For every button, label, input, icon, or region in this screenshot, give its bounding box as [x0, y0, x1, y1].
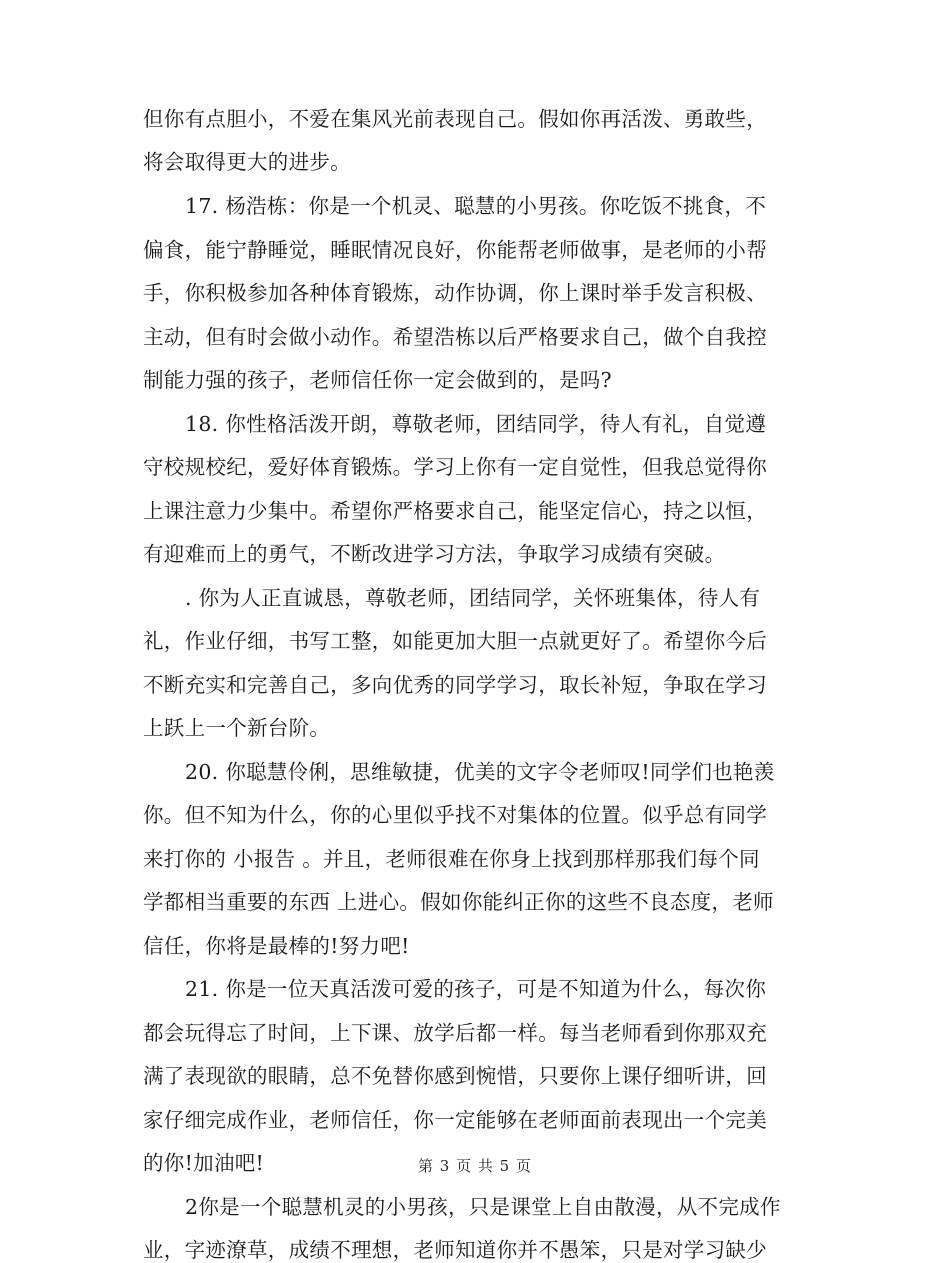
- text-line: 将会取得更大的进步。: [143, 150, 351, 174]
- text-line: . 你为人正直诚恳，尊敬老师，团结同学，关怀班集体，待人有: [185, 586, 761, 610]
- text-line: 主动，但有时会做小动作。希望浩栋以后严格要求自己，做个自我控: [143, 325, 767, 349]
- text-line: 不断充实和完善自己，多向优秀的同学学习，取长补短，争取在学习: [143, 673, 767, 697]
- text-line: 21. 你是一位天真活泼可爱的孩子，可是不知道为什么，每次你: [185, 977, 767, 1001]
- text-line: 手，你积极参加各种体育锻炼，动作协调，你上课时举手发言积极、: [143, 281, 767, 305]
- text-line: 偏食，能宁静睡觉，睡眠情况良好，你能帮老师做事，是老师的小帮: [143, 238, 767, 262]
- text-line: 的你!加油吧!: [143, 1151, 265, 1175]
- text-line: 满了表现欲的眼睛，总不免替你感到惋惜，只要你上课仔细听讲，回: [143, 1064, 767, 1088]
- text-line: 家仔细完成作业，老师信任，你一定能够在老师面前表现出一个完美: [143, 1108, 767, 1132]
- text-line: 上跃上一个新台阶。: [143, 716, 331, 740]
- text-line: 来打你的 小报告 。并且，老师很难在你身上找到那样那我们每个同: [143, 847, 760, 871]
- text-line: 18. 你性格活泼开朗，尊敬老师，团结同学，待人有礼，自觉遵: [185, 412, 767, 436]
- text-line: 信任，你将是最棒的!努力吧!: [143, 934, 410, 958]
- text-line: 你。但不知为什么，你的心里似乎找不对集体的位置。似乎总有同学: [143, 803, 767, 827]
- text-line: 学都相当重要的东西 上进心。假如你能纠正你的这些不良态度，老师: [143, 890, 774, 914]
- text-line: 17. 杨浩栋：你是一个机灵、聪慧的小男孩。你吃饭不挑食，不: [185, 194, 767, 218]
- text-line: 制能力强的孩子，老师信任你一定会做到的，是吗?: [143, 368, 612, 392]
- text-line: 但你有点胆小，不爱在集风光前表现自己。假如你再活泼、勇敢些，: [143, 107, 767, 131]
- text-line: 礼，作业仔细，书写工整，如能更加大胆一点就更好了。希望你今后: [143, 629, 767, 653]
- text-line: 守校规校纪，爱好体育锻炼。学习上你有一定自觉性，但我总觉得你: [143, 455, 767, 479]
- text-line: 20. 你聪慧伶俐，思维敏捷，优美的文字令老师叹!同学们也艳羡: [185, 760, 775, 784]
- page-number-footer: 第 3 页 共 5 页: [418, 1157, 532, 1175]
- text-line: 有迎难而上的勇气，不断改进学习方法，争取学习成绩有突破。: [143, 542, 726, 566]
- text-line: 都会玩得忘了时间，上下课、放学后都一样。每当老师看到你那双充: [143, 1021, 767, 1045]
- text-line: 上课注意力少集中。希望你严格要求自己，能坚定信心，持之以恒，: [143, 499, 767, 523]
- text-line: 业，字迹潦草，成绩不理想，老师知道你并不愚笨，只是对学习缺少: [143, 1238, 767, 1262]
- text-line: 2你是一个聪慧机灵的小男孩，只是课堂上自由散漫，从不完成作: [185, 1195, 781, 1219]
